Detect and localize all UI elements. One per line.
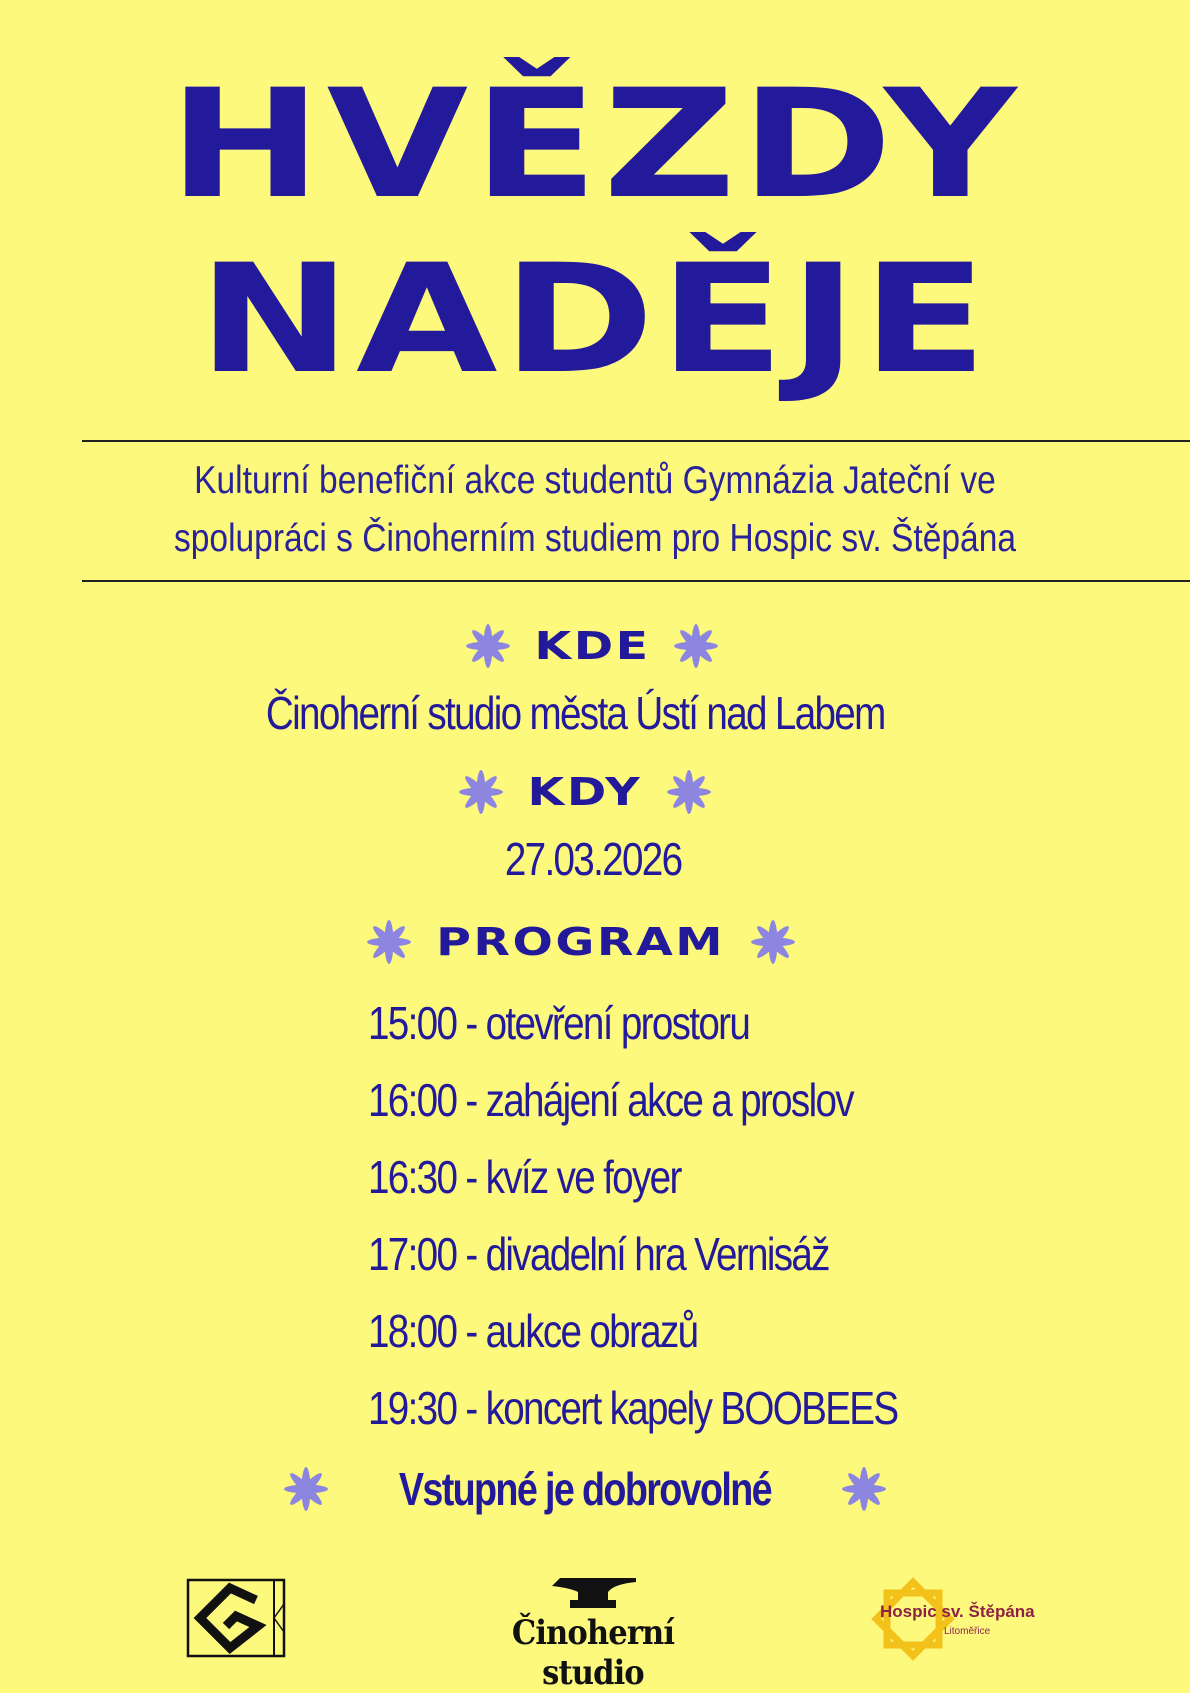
star-icon bbox=[665, 768, 713, 816]
star-icon bbox=[464, 622, 512, 670]
program-item: 18:00 - aukce obrazů bbox=[368, 1305, 698, 1357]
program-item: 15:00 - otevření prostoru bbox=[368, 997, 750, 1049]
star-icon bbox=[365, 918, 413, 966]
when-value bbox=[0, 832, 1188, 886]
entry-row bbox=[0, 1462, 1180, 1516]
program-item: 19:30 - koncert kapely BOOBEES bbox=[368, 1382, 898, 1434]
star-icon bbox=[457, 768, 505, 816]
star-icon bbox=[840, 1465, 888, 1513]
top-divider bbox=[82, 440, 1190, 442]
title-line-1: HVĚZDY bbox=[168, 58, 1022, 232]
subtitle-line-1: Kulturní benefiční akce studentů Gymnázia Jateční ve bbox=[194, 459, 996, 502]
when-heading: KDY bbox=[527, 770, 643, 814]
where-heading: KDE bbox=[533, 624, 651, 668]
when-heading-row bbox=[0, 768, 1180, 816]
program-heading-row bbox=[0, 918, 1176, 966]
program-item: 16:30 - kvíz ve foyer bbox=[368, 1151, 681, 1203]
subtitle bbox=[0, 452, 1190, 568]
when-value-text: 27.03.2026 bbox=[504, 833, 682, 885]
title-line-2: NADĚJE bbox=[197, 233, 993, 407]
program-item: 17:00 - divadelní hra Vernisáž bbox=[368, 1228, 829, 1280]
anvil-icon bbox=[548, 1576, 638, 1610]
where-value bbox=[0, 686, 1170, 740]
star-icon bbox=[672, 622, 720, 670]
bottom-divider bbox=[82, 580, 1190, 582]
program-heading: PROGRAM bbox=[436, 920, 726, 964]
where-heading-row bbox=[0, 622, 1187, 670]
studio-name: Činoherní studio bbox=[511, 1613, 675, 1693]
where-value-text: Činoherní studio města Ústí nad Labem bbox=[265, 687, 885, 739]
cinoherni-studio-logo bbox=[468, 1576, 718, 1693]
hospic-name: Hospic sv. Štěpána bbox=[880, 1602, 1035, 1621]
entry-text: Vstupné je dobrovolné bbox=[398, 1463, 772, 1515]
hospic-city: Litoměřice bbox=[944, 1626, 991, 1637]
star-icon bbox=[749, 918, 797, 966]
gymnazium-logo-icon bbox=[186, 1578, 286, 1658]
program-list bbox=[368, 995, 998, 1457]
program-item: 16:00 - zahájení akce a proslov bbox=[368, 1074, 853, 1126]
subtitle-line-2: spolupráci s Činoherním studiem pro Hospic sv. Štěpána bbox=[173, 517, 1016, 560]
star-icon bbox=[282, 1465, 330, 1513]
